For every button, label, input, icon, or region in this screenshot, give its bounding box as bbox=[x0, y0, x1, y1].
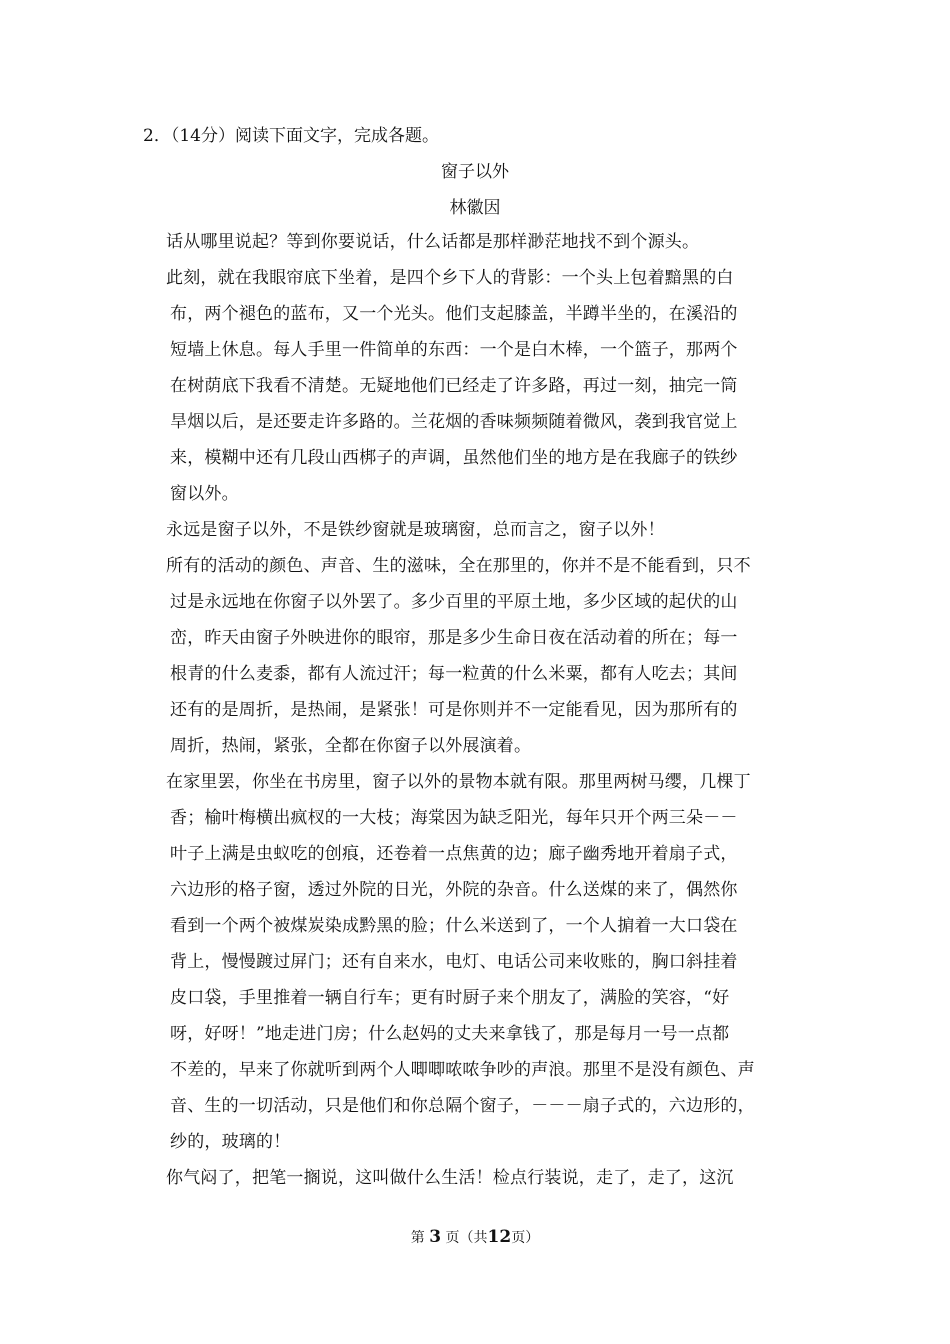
text-line: 峦，昨天由窗子外映进你的眼帘，那是多少生命日夜在活动着的所在；每一 bbox=[170, 628, 738, 648]
text-line: 皮口袋，手里推着一辆自行车；更有时厨子来个朋友了，满脸的笑容，“好 bbox=[170, 988, 730, 1008]
text-line: 呀，好呀！”地走进门房；什么赵妈的丈夫来拿钱了，那是每月一号一点都 bbox=[170, 1024, 730, 1044]
text-line: 在家里罢，你坐在书房里，窗子以外的景物本就有限。那里两树马缨，几棵丁 bbox=[166, 772, 751, 792]
footer-middle: 页（共 bbox=[445, 1230, 488, 1246]
article-title: 窗子以外 bbox=[441, 162, 509, 182]
question-instruction: 阅读下面文字，完成各题。 bbox=[234, 126, 439, 146]
text-line: 音、生的一切活动，只是他们和你总隔个窗子，－－－扇子式的，六边形的， bbox=[170, 1096, 755, 1116]
text-line: 来，模糊中还有几段山西梆子的声调，虽然他们坐的地方是在我廊子的铁纱 bbox=[170, 448, 738, 468]
text-line: 不差的，早来了你就听到两个人唧唧哝哝争吵的声浪。那里不是没有颜色、声 bbox=[170, 1060, 755, 1080]
text-line: 根青的什么麦黍，都有人流过汗；每一粒黄的什么米粟，都有人吃去；其间 bbox=[170, 664, 738, 684]
text-line: 此刻，就在我眼帘底下坐着，是四个乡下人的背影：一个头上包着黯黑的白 bbox=[166, 268, 734, 288]
text-line: 看到一个两个被煤炭染成黔黑的脸；什么米送到了，一个人掮着一大口袋在 bbox=[170, 916, 738, 936]
question-score: （14分） bbox=[170, 126, 235, 146]
text-line: 窗以外。 bbox=[170, 484, 239, 504]
text-line: 叶子上满是虫蚁吃的创痕，还卷着一点焦黄的边；廊子幽秀地开着扇子式， bbox=[170, 844, 738, 864]
text-line: 还有的是周折，是热闹，是紧张！可是你则并不一定能看见，因为那所有的 bbox=[170, 700, 738, 720]
text-line: 香；榆叶梅横出疯杈的一大枝；海棠因为缺乏阳光，每年只开个两三朵－－ bbox=[170, 808, 738, 828]
text-line: 话从哪里说起？等到你要说话，什么话都是那样渺茫地找不到个源头。 bbox=[166, 232, 700, 252]
text-line: 你气闷了，把笔一搁说，这叫做什么生活！检点行装说，走了，走了，这沉 bbox=[166, 1168, 734, 1188]
page-footer bbox=[0, 1227, 950, 1248]
footer-prefix: 第 bbox=[410, 1230, 425, 1246]
text-line: 背上，慢慢踱过屏门；还有自来水，电灯、电话公司来收账的，胸口斜挂着 bbox=[170, 952, 738, 972]
footer-page-number: 3 bbox=[429, 1227, 442, 1247]
text-line: 六边形的格子窗，透过外院的日光，外院的杂音。什么送煤的来了，偶然你 bbox=[170, 880, 738, 900]
text-line: 在树荫底下我看不清楚。无疑地他们已经走了许多路，再过一刻，抽完一筒 bbox=[170, 376, 738, 396]
footer-total-pages: 12 bbox=[487, 1227, 512, 1247]
text-line: 永远是窗子以外，不是铁纱窗就是玻璃窗，总而言之，窗子以外！ bbox=[166, 520, 665, 540]
text-line: 所有的活动的颜色、声音、生的滋味，全在那里的，你并不是不能看到，只不 bbox=[166, 556, 751, 576]
article-author: 林徽因 bbox=[449, 198, 501, 218]
text-line: 周折，热闹，紧张，全都在你窗子以外展演着。 bbox=[170, 736, 532, 756]
footer-suffix: 页） bbox=[511, 1230, 540, 1246]
question-header bbox=[143, 124, 439, 148]
text-line: 过是永远地在你窗子以外罢了。多少百里的平原土地，多少区域的起伏的山 bbox=[170, 592, 738, 612]
text-line: 纱的，玻璃的！ bbox=[170, 1132, 291, 1152]
question-number: 2． bbox=[143, 126, 171, 146]
text-line: 旱烟以后，是还要走许多路的。兰花烟的香味频频随着微风，袭到我官觉上 bbox=[170, 412, 738, 432]
text-line: 短墙上休息。每人手里一件简单的东西：一个是白木棒，一个篮子，那两个 bbox=[170, 340, 738, 360]
text-line: 布，两个褪色的蓝布，又一个光头。他们支起膝盖，半蹲半坐的，在溪沿的 bbox=[170, 304, 738, 324]
